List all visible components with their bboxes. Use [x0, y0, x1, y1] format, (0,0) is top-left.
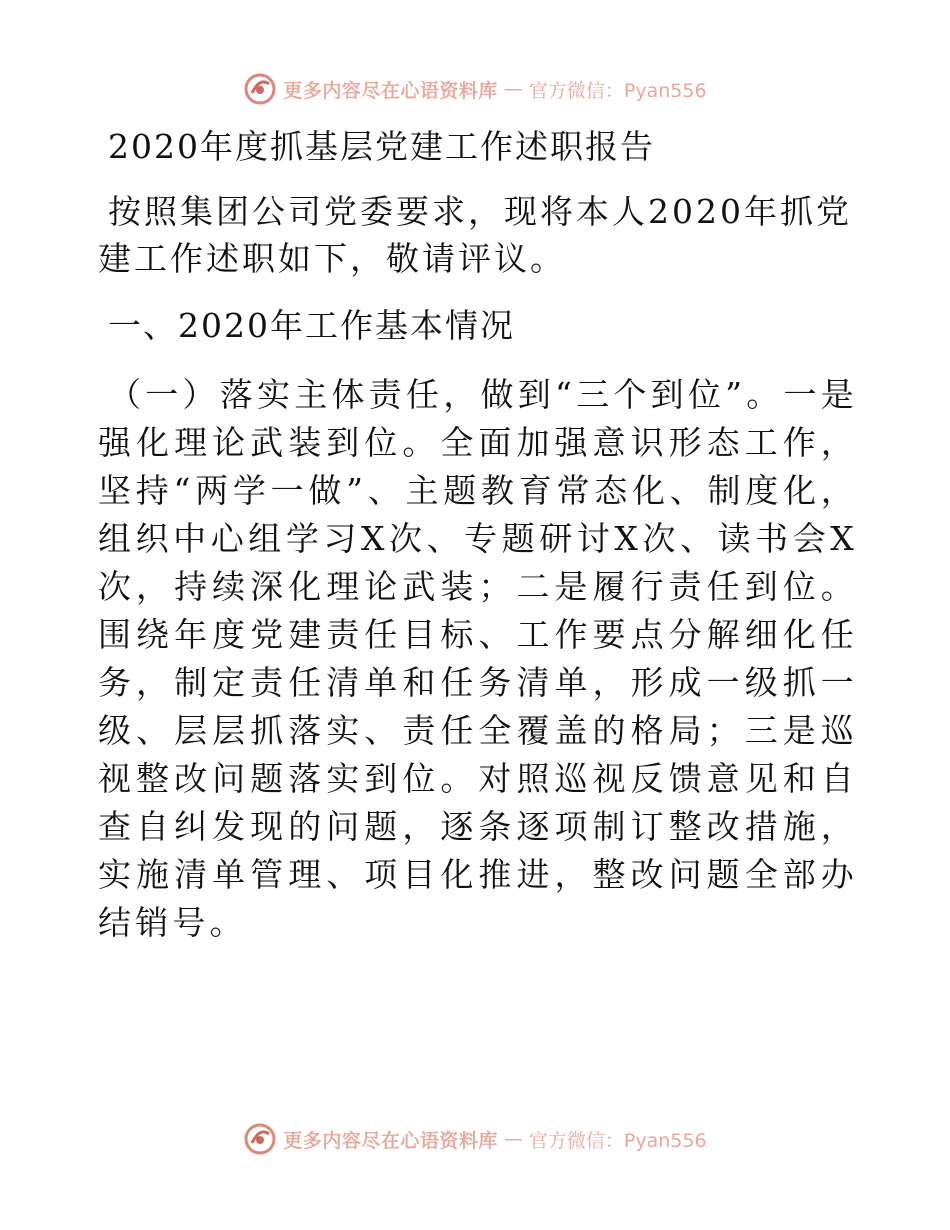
- watermark-header: [0, 72, 950, 106]
- watermark-separator: —: [503, 1128, 523, 1150]
- watermark-text: 更多内容尽在心语资料库: [283, 1129, 498, 1152]
- intro-paragraph: 按照集团公司党委要求，现将本人2020年抓党建工作述职如下，敬请评议。: [98, 192, 852, 278]
- watermark-footer: [0, 1122, 950, 1156]
- document-title: 2020年度抓基层党建工作述职报告: [108, 127, 655, 166]
- section-heading: 一、2020年工作基本情况: [108, 306, 515, 345]
- watermark-contact: 官方微信：Pyan556: [528, 1129, 707, 1152]
- watermark-contact: 官方微信：Pyan556: [528, 79, 707, 102]
- brand-logo-icon: [243, 1122, 277, 1156]
- watermark-separator: —: [503, 78, 523, 100]
- watermark-text: 更多内容尽在心语资料库: [283, 79, 498, 102]
- body-paragraph: （一）落实主体责任，做到“三个到位”。一是强化理论武装到位。全面加强意识形态工作，坚持“两学一做”、主题教育常态化、制度化，组织中心组学习X次、专题研讨X次、读书会X次，持续深化理论武装；二是履行责任到位。围绕年度党建责任目标、工作要点分解细化任务，制定责任清单和任务清单，形成一级抓一级、层层抓落实、责任全覆盖的格局；三是巡视整改问题落实到位。对照巡视反馈意见和自查自纠发现的问题，逐条逐项制订整改措施，实施清单管理、项目化推进，整改问题全部办结销号。: [98, 375, 858, 942]
- document-body: [98, 122, 858, 947]
- brand-logo-icon: [243, 72, 277, 106]
